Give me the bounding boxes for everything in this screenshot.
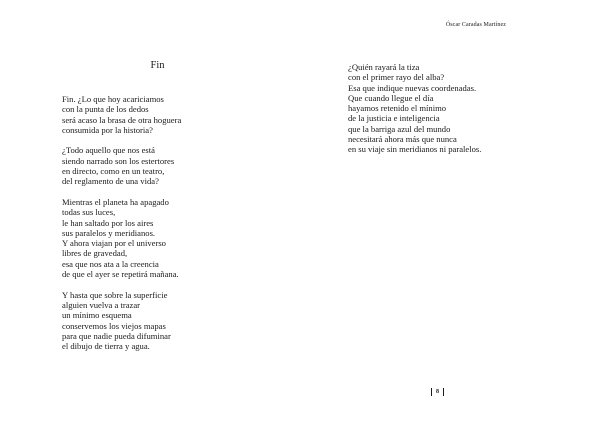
page-number <box>431 388 444 396</box>
poem-body-right <box>348 62 598 165</box>
stanza <box>62 290 292 352</box>
poem-line: le han saltado por los aires <box>62 217 154 228</box>
stanza <box>348 62 598 155</box>
poem-line: sus paralelos y meridianos. <box>62 227 156 238</box>
poem-line: alguien vuelva a trazar <box>62 299 141 310</box>
page-number-value: 8 <box>436 389 439 395</box>
poem-line: del reglamento de una vida? <box>62 176 159 187</box>
poem-line: todas sus luces, <box>62 207 116 218</box>
right-page <box>300 0 600 425</box>
poem-line: conservemos los viejos mapas <box>62 320 166 331</box>
running-head-author: Óscar Caradas Martínez <box>445 22 506 28</box>
poem-line: será acaso la brasa de otra hoguera <box>62 114 182 125</box>
poem-line: de que el ayer se repetirá mañana. <box>62 269 179 280</box>
poem-line: necesitará ahora más que nunca <box>348 134 457 145</box>
poem-line: esa que nos ata a la creencia <box>62 258 159 269</box>
poem-line: en su viaje sin meridianos ni paralelos. <box>348 144 482 155</box>
poem-line: en directo, como en un teatro, <box>62 166 165 177</box>
poem-line: un mínimo esquema <box>62 310 132 321</box>
stanza <box>62 197 292 279</box>
poem-title: Fin <box>150 60 165 71</box>
poem-line: de la justicia e inteligencia <box>348 113 440 124</box>
poem-line: para que nadie pueda difuminar <box>62 330 171 341</box>
poem-line: el dibujo de tierra y agua. <box>62 341 150 352</box>
poem-line: que la barriga azul del mundo <box>348 123 451 134</box>
poem-line: consumida por la historia? <box>62 124 153 135</box>
poem-line: Esa que indique nuevas coordenadas. <box>348 82 477 93</box>
poem-line: siendo narrado son los estertores <box>62 155 175 166</box>
poem-line: ¿Quién rayará la tiza <box>348 62 420 72</box>
poem-line: con la punta de los dedos <box>62 104 149 115</box>
poem-line: Que cuando llegue el día <box>348 92 434 103</box>
stanza <box>62 94 292 135</box>
folio-rule <box>443 388 444 396</box>
poem-line: con el primer rayo del alba? <box>348 72 445 83</box>
poem-line: Y hasta que sobre la superficie <box>62 289 168 300</box>
poem-line: hayamos retenido el mínimo <box>348 103 447 114</box>
poem-line: libres de gravedad, <box>62 248 128 259</box>
poem-body-left <box>62 94 292 362</box>
poem-line: Mientras el planeta ha apagado <box>62 196 169 207</box>
poem-line: ¿Todo aquello que nos está <box>62 145 155 156</box>
stanza <box>62 145 292 186</box>
poem-line: Y ahora viajan por el universo <box>62 238 166 249</box>
poem-line: Fin. ¿Lo que hoy acariciamos <box>62 94 164 104</box>
folio-rule <box>431 388 432 396</box>
